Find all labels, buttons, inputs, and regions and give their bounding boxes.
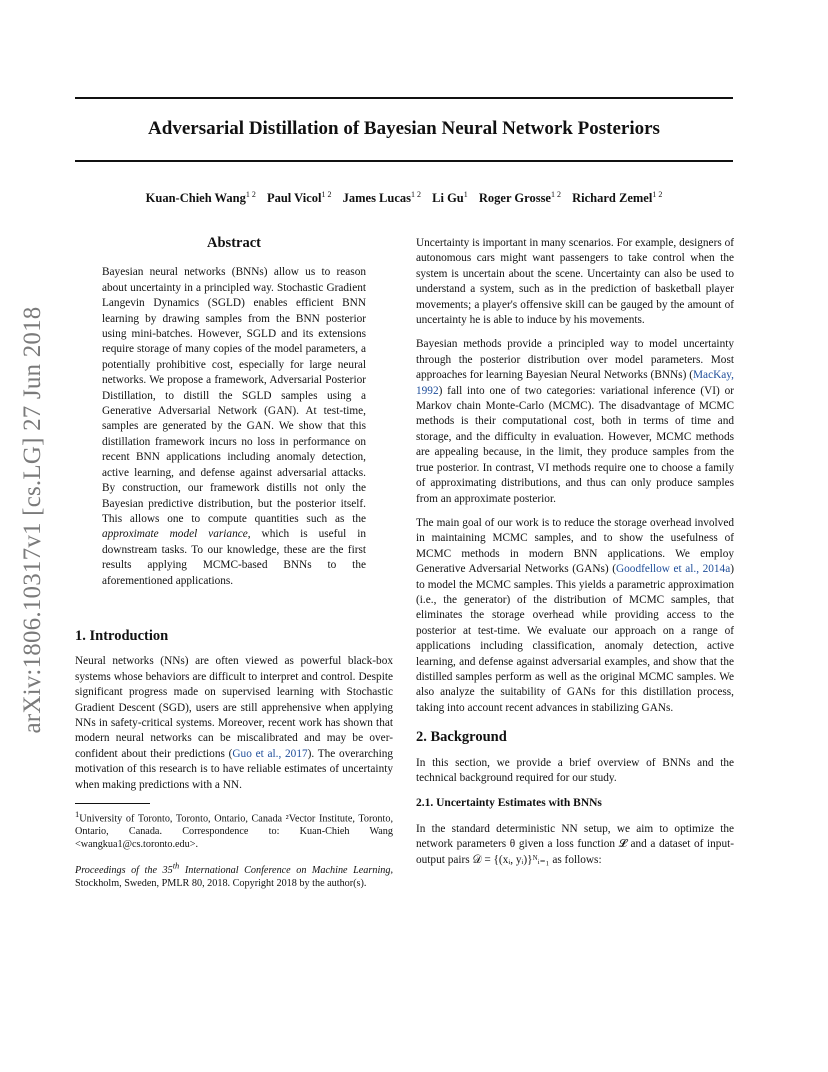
footnotes	[75, 808, 393, 890]
paragraph: In the standard deterministic NN setup, we aim to optimize the network parameters θ given a loss function 𝓛 and a dataset of input-output pairs 𝒟 = {(xᵢ, yᵢ)}ᴺᵢ₌₁ as follows:	[416, 822, 734, 866]
paragraph: Bayesian methods provide a principled way to model uncertainty through the posterior distribution over model parameters. Most approaches for learning Bayesian Neural Networks (BNNs) (MacKay, 1992) fall into one of two categories: variational inference (VI) or Markov chain Monte-Carlo (MCMC). The disadvantage of MCMC methods is their computational cost, both in terms of time and storage, and the difficulty in evaluation. However, MCMC methods are appealing because, in the limit, they produce samples from the true posterior. In contrast, VI methods require one to choose a family of approximating distributions, and thus can only produce samples from an approximate posterior.	[416, 338, 734, 505]
title-rule-bottom	[75, 160, 733, 162]
citation-link[interactable]: Goodfellow et al., 2014a	[615, 563, 731, 576]
citation-link[interactable]: MacKay, 1992	[416, 369, 734, 397]
author: Richard Zemel$^{1 2}$	[572, 190, 663, 206]
footnote-rule	[75, 803, 150, 804]
paragraph: The main goal of our work is to reduce the storage overhead involved in maintaining MCMC samples, and to show the usefulness of MCMC methods in modern BNN applications. We employ Generative Adversarial Networks (GANs) (Goodfellow et al., 2014a) to model the MCMC samples. This yields a parametric approximation (i.e., the generator) of the distribution of MCMC samples, that eliminates the storage overhead while providing access to the posterior at test-time. We evaluate our approach on a range of applications including classification, anomaly detection, active learning, and defense against adversarial examples, and show that the distilled samples perform as well as the original MCMC samples. We also analyze the suitability of GANs for this distillation process, taking into account recent advances in stabilizing GANs.	[416, 516, 734, 714]
title-rule-top	[75, 97, 733, 99]
author: James Lucas$^{1 2}$	[342, 190, 422, 206]
paragraph: In this section, we provide a brief overview of BNNs and the technical background required for our study.	[416, 756, 734, 784]
intro-heading: 1. Introduction	[75, 627, 169, 644]
author: Kuan-Chieh Wang$^{1 2}$	[145, 190, 256, 206]
paper-title: Adversarial Distillation of Bayesian Neural Network Posteriors	[148, 118, 660, 139]
subsection-heading: 2.1. Uncertainty Estimates with BNNs	[416, 797, 602, 810]
intro-paragraph: Neural networks (NNs) are often viewed as powerful black-box systems whose behaviors are difficult to interpret and control. Despite significant progress made on supervised learning with Stochastic Gradient Descent (SGD), users are still apprehensive when applying NNs in safety-critical systems. Moreover, recent work has shown that modern neural networks can be miscalibrated and may be over-confident about their predictions (Guo et al., 2017). The overarching motivation of this research is to have reliable estimates of uncertainty when making predictions with a NN.	[75, 655, 393, 791]
arxiv-stamp: arXiv:1806.10317v1 [cs.LG] 27 Jun 2018	[19, 306, 46, 734]
right-column	[416, 236, 734, 877]
background-heading: 2. Background	[416, 729, 507, 746]
author: Li Gu$^1$	[432, 190, 468, 206]
abstract-heading: Abstract	[207, 235, 261, 251]
paragraph: Uncertainty is important in many scenarios. For example, designers of autonomous cars might want passengers to take control when the system is uncertain about the scene. Uncertainty can also be used to understand a system, such as in the prediction of basketball player movements; a player's offensive skill can be gauged by the amount of uncertainty he is able to induce by his movements.	[416, 237, 734, 327]
author: Paul Vicol$^{1 2}$	[266, 190, 332, 206]
author-list	[75, 190, 733, 206]
footnote-proceedings: Proceedings of the 35th International Conference on Machine Learning, Stockholm, Sweden, PMLR 80, 2018. Copyright 2018 by the author(s).	[75, 860, 394, 889]
citation-link[interactable]: Guo et al., 2017	[232, 747, 308, 760]
abstract-text: Bayesian neural networks (BNNs) allow us to reason about uncertainty in a principled way. Stochastic Gradient Langevin Dynamics (SGLD) enables efficient BNN learning by drawing samples from the BNN posterior using mini-batches. However, SGLD and its extensions require storage of many copies of the model parameters, a potentially prohibitive cost, especially for large neural networks. We propose a framework, Adversarial Posterior Distillation, to distill the SGLD samples using a Generative Adversarial Network (GAN). At test-time, samples are generated by the GAN. We show that this distillation framework incurs no loss in performance on recent BNN applications including anomaly detection, active learning, and defense against adversarial attacks. By construction, our framework distills not only the Bayesian predictive distribution, but the posterior itself. This allows one to compute quantities such as the approximate model variance, which is useful in downstream tasks. To our knowledge, these are the first results applying MCMC-based BNNs to the aforementioned applications.	[102, 266, 366, 587]
author: Roger Grosse$^{1 2}$	[478, 190, 561, 206]
footnote-affiliations: $^1$University of Toronto, Toronto, Ontario, Canada ²Vector Institute, Toronto, Ontario, Canada. Correspondence to: Kuan-Chieh Wang <wangkua1@cs.toronto.edu>.	[75, 809, 393, 851]
left-column	[75, 236, 393, 898]
